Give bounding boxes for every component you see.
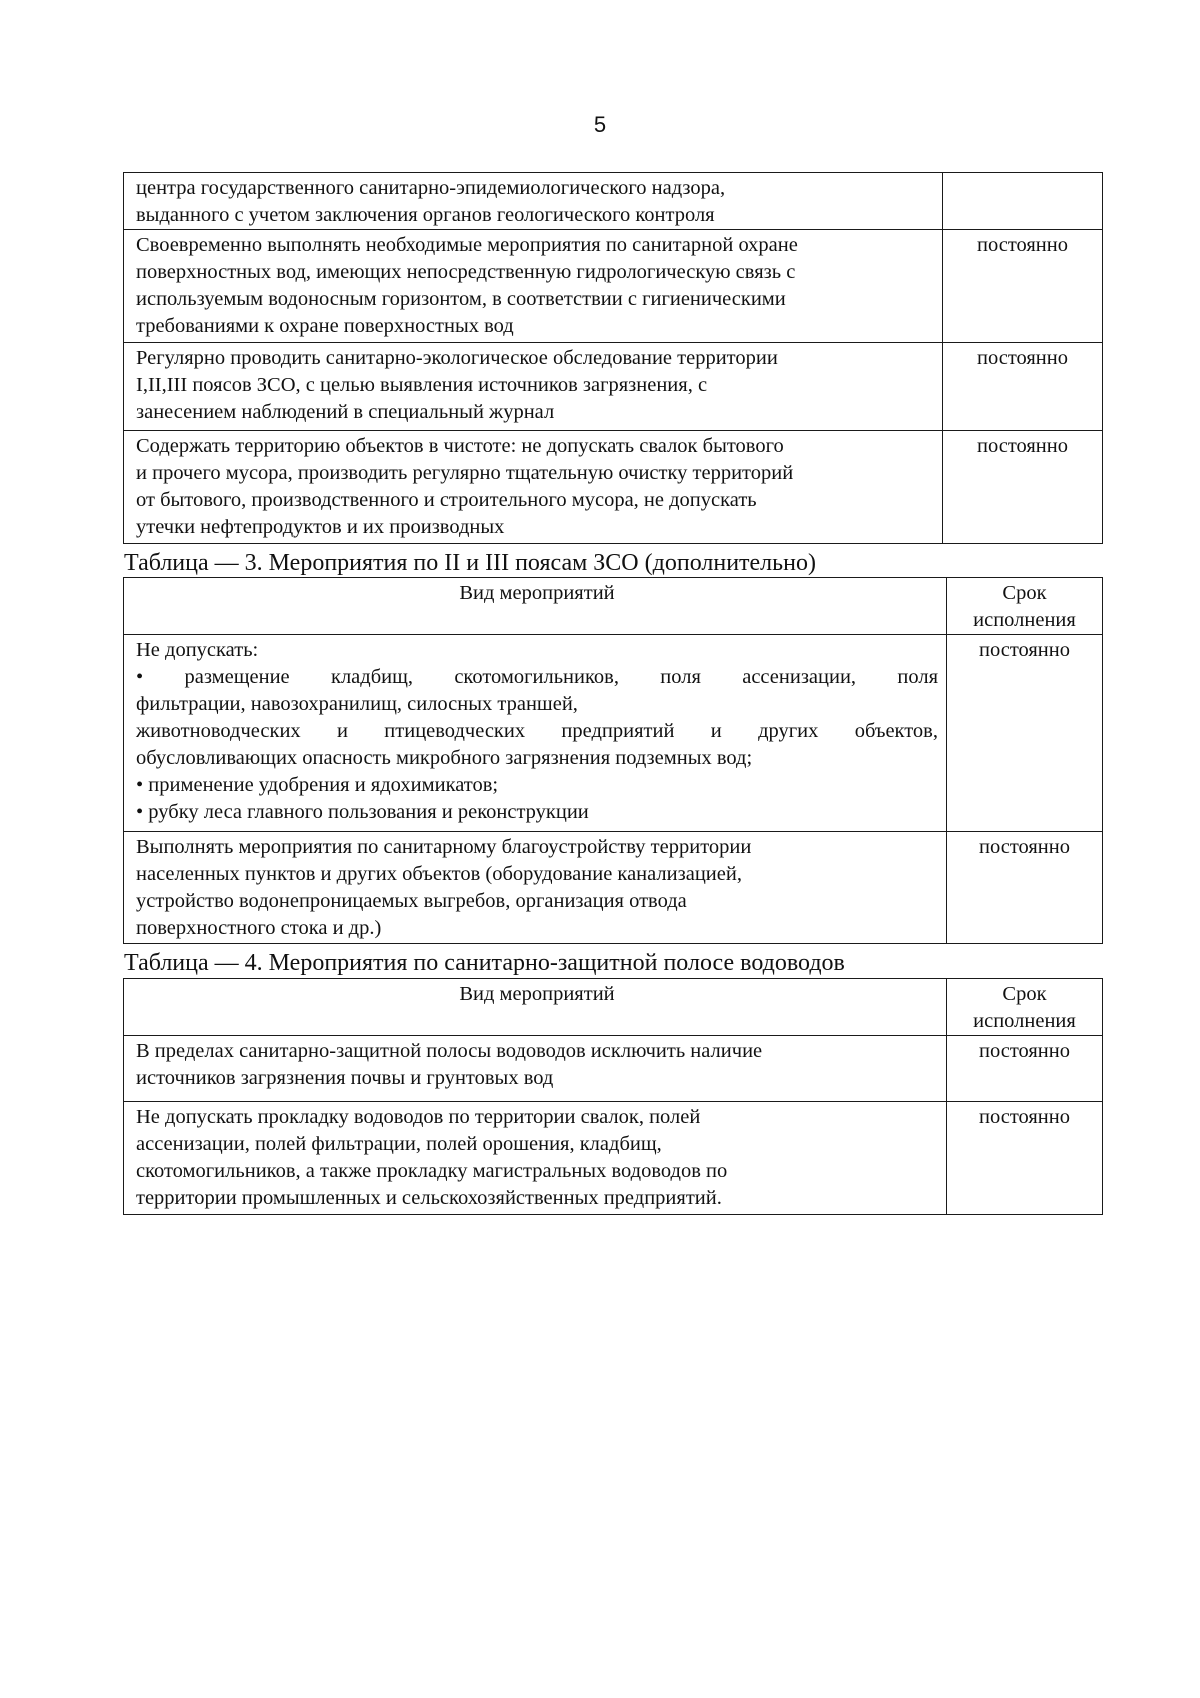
measure-text: Регулярно проводить санитарно-экологическое обследование территории I,II,III поясов ЗСО, с целью выявления источников загрязнения, с занесением наблюдений в специальный журнал [124, 343, 943, 431]
term-cell: постоянно [943, 343, 1103, 431]
table-row [124, 431, 1103, 544]
term-cell [943, 173, 1103, 230]
table-header-row [124, 979, 1103, 1036]
measure-text: Не допускать: • размещение кладбищ, скотомогильников, поля ассенизации, поля фильтрации, навозохранилищ, силосных траншей, животноводческих и птицеводческих предприятий и других объектов, обусловливающих опасность микробного загрязнения подземных вод; • применение удобрения и ядохимикатов; • рубку леса главного пользования и реконструкции [124, 635, 947, 832]
table-3-caption: Таблица — 3. Мероприятия по II и III поясам ЗСО (дополнительно) [124, 550, 816, 576]
measure-text: В пределах санитарно-защитной полосы водоводов исключить наличие источников загрязнения почвы и грунтовых вод [124, 1036, 947, 1102]
term-cell: постоянно [947, 832, 1103, 944]
term-cell: постоянно [943, 431, 1103, 544]
table-header-row [124, 578, 1103, 635]
measure-text: Содержать территорию объектов в чистоте: не допускать свалок бытового и прочего мусора, производить регулярно тщательную очистку территорий от бытового, производственного и строительного мусора, не допускать утечки нефтепродуктов и их производных [124, 431, 943, 544]
term-cell: постоянно [947, 1036, 1103, 1102]
header-term: Срок исполнения [947, 979, 1103, 1036]
table-4 [123, 978, 1103, 1215]
page-number: 5 [593, 112, 607, 137]
measure-text: центра государственного санитарно-эпидемиологического надзора, выданного с учетом заключения органов геологического контроля [124, 173, 943, 230]
table-row [124, 1036, 1103, 1102]
table-row [124, 173, 1103, 230]
table-row [124, 230, 1103, 343]
table-4-caption: Таблица — 4. Мероприятия по санитарно-защитной полосе водоводов [124, 950, 845, 976]
measure-text: Не допускать прокладку водоводов по территории свалок, полей ассенизации, полей фильтрации, полей орошения, кладбищ, скотомогильников, а также прокладку магистральных водоводов по территории промышленных и сельскохозяйственных предприятий. [124, 1102, 947, 1215]
header-term: Срок исполнения [947, 578, 1103, 635]
term-cell: постоянно [947, 1102, 1103, 1215]
measure-text: Своевременно выполнять необходимые мероприятия по санитарной охране поверхностных вод, имеющих непосредственную гидрологическую связь с используемым водоносным горизонтом, в соответствии с гигиеническими требованиями к охране поверхностных вод [124, 230, 943, 343]
measure-text: Выполнять мероприятия по санитарному благоустройству территории населенных пунктов и других объектов (оборудование канализацией, устройство водонепроницаемых выгребов, организация отвода поверхностного стока и др.) [124, 832, 947, 944]
table-3 [123, 577, 1103, 944]
term-cell: постоянно [947, 635, 1103, 832]
table-row [124, 635, 1103, 832]
header-kind: Вид мероприятий [124, 979, 947, 1036]
header-kind: Вид мероприятий [124, 578, 947, 635]
term-cell: постоянно [943, 230, 1103, 343]
table-row [124, 832, 1103, 944]
table-row [124, 343, 1103, 431]
measures-table-continued [123, 172, 1103, 544]
table-row [124, 1102, 1103, 1215]
